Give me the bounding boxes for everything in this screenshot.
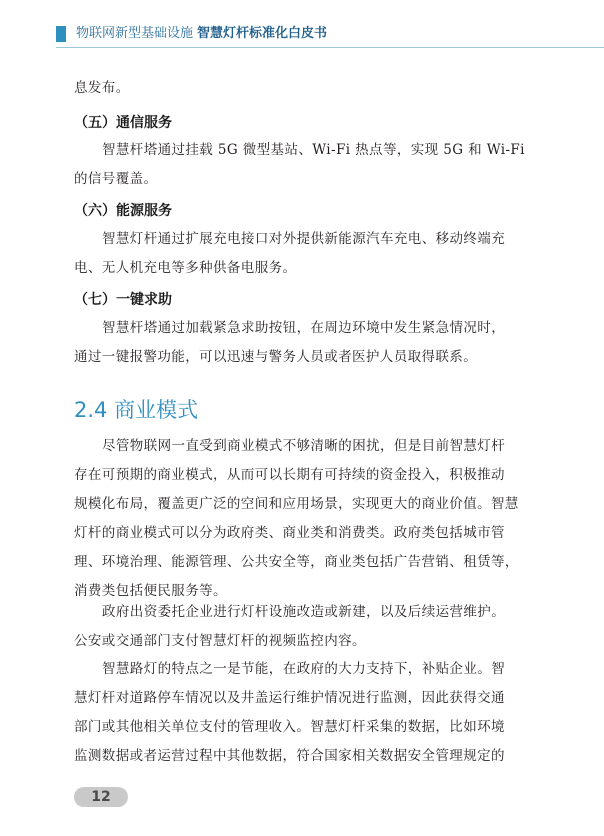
text-line: 存在可预期的商业模式，从而可以长期有可持续的资金投入，积极推动 (74, 467, 505, 483)
text-line: 电、无人机充电等多种供备电服务。 (74, 260, 297, 276)
section-heading-energy: （六）能源服务 (74, 203, 172, 219)
text-line: 通过一键报警功能，可以迅速与警务人员或者医护人员取得联系。 (74, 349, 478, 365)
text-line: 智慧杆塔通过加载紧急求助按钮，在周边环境中发生紧急情况时， (102, 320, 506, 336)
header-accent-bar (56, 26, 66, 42)
text-line: 尽管物联网一直受到商业模式不够清晰的困扰，但是目前智慧灯杆 (102, 438, 506, 454)
text-line: 消费类包括便民服务等。 (74, 583, 227, 599)
text-line: 慧灯杆对道路停车情况以及井盖运行维护情况进行监测，因此获得交通 (74, 690, 505, 706)
header-divider (56, 47, 604, 48)
paragraph-government-funding (74, 598, 534, 656)
text-line: 智慧灯杆通过扩展充电接口对外提供新能源汽车充电、移动终端充 (102, 231, 506, 247)
text-line: 息发布。 (74, 80, 130, 96)
paragraph-energy-saving (74, 655, 534, 771)
paragraph-energy (74, 225, 534, 283)
paragraph-communication (74, 136, 534, 194)
text-line: 公安或交通部门支付智慧灯杆的视频监控内容。 (74, 633, 366, 649)
page-number: 12 (74, 787, 128, 807)
text-line: 部门或其他相关单位支付的管理收入。智慧灯杆采集的数据，比如环境 (74, 719, 505, 735)
header-title: 智慧灯杆标准化白皮书 (197, 26, 328, 41)
paragraph-intro-tail (74, 74, 534, 103)
section-heading-emergency: （七）一键求助 (74, 292, 172, 308)
paragraph-emergency (74, 314, 534, 372)
text-line: 智慧路灯的特点之一是节能，在政府的大力支持下，补贴企业。智 (102, 661, 506, 677)
text-line: 灯杆的商业模式可以分为政府类、商业类和消费类。政府类包括城市管 (74, 525, 505, 541)
text-line: 规模化布局，覆盖更广泛的空间和应用场景，实现更大的商业价值。智慧 (74, 496, 519, 512)
section-heading-communication: （五）通信服务 (74, 115, 172, 131)
chapter-heading: 2.4 商业模式 (74, 398, 199, 422)
header-subtitle: 物联网新型基础设施 (76, 26, 194, 41)
text-line: 监测数据或者运营过程中其他数据，符合国家相关数据安全管理规定的 (74, 748, 505, 764)
text-line: 智慧杆塔通过挂载 5G 微型基站、Wi-Fi 热点等，实现 5G 和 Wi-Fi (102, 142, 525, 158)
text-line: 理、环境治理、能源管理、公共安全等，商业类包括广告营销、租赁等， (74, 554, 519, 570)
paragraph-business-model (74, 432, 534, 606)
running-header (76, 26, 327, 42)
text-line: 的信号覆盖。 (74, 171, 158, 187)
text-line: 政府出资委托企业进行灯杆设施改造或新建，以及后续运营维护。 (102, 604, 506, 620)
